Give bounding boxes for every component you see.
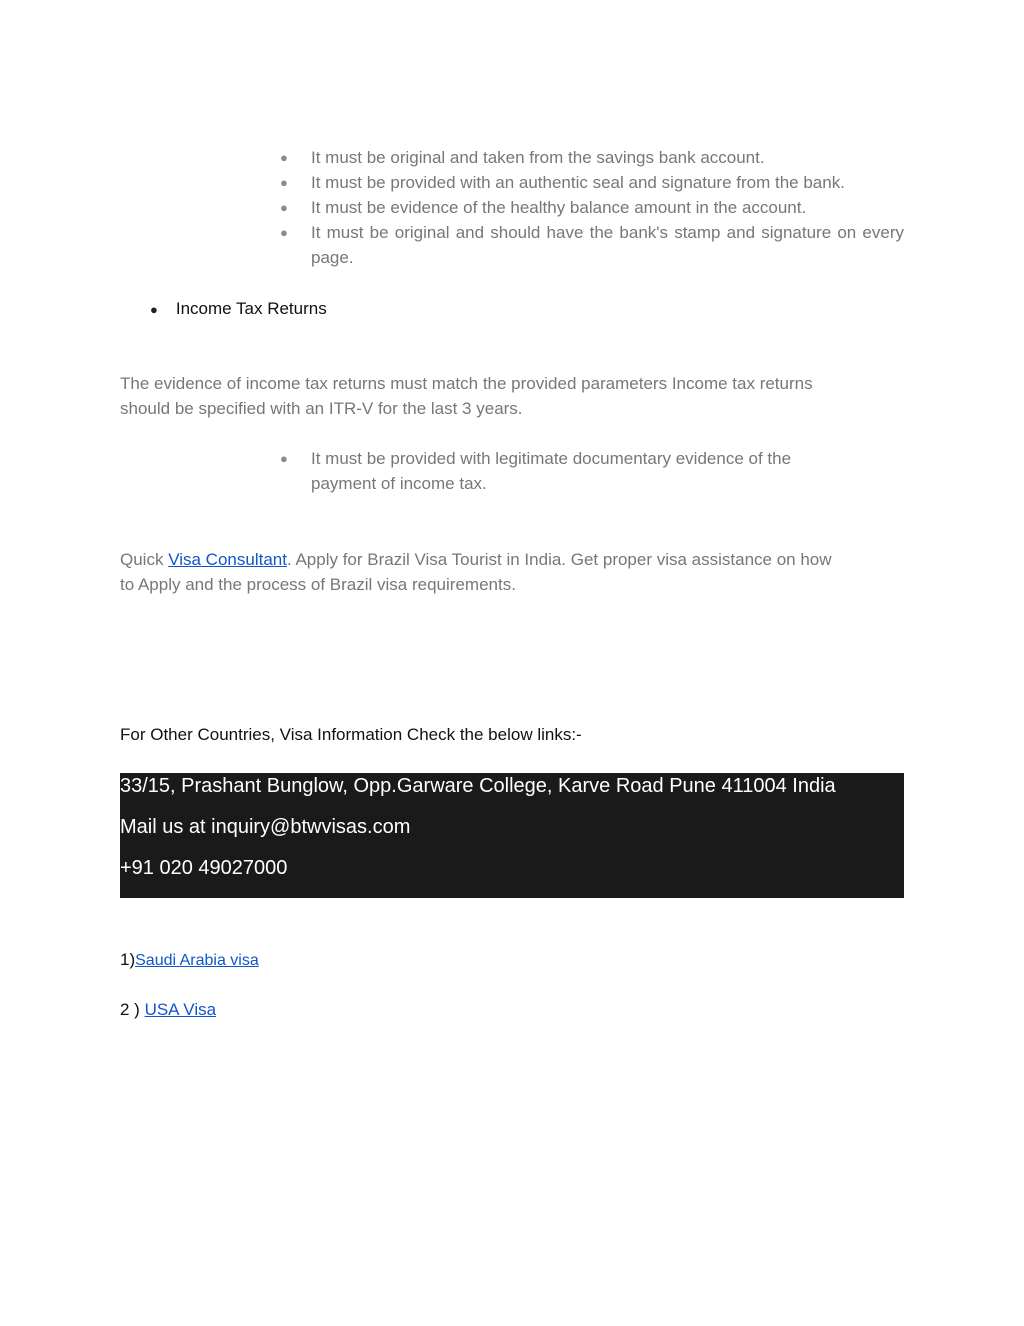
contact-info-box [120,773,904,898]
country-link-item [120,997,216,1022]
country-link-item [120,947,259,973]
paragraph-line: The evidence of income tax returns must match the provided parameters Income tax returns [120,374,813,393]
bullet-icon: ● [280,200,288,215]
bullet-icon: ● [280,150,288,165]
country-link-number: 2 ) [120,1000,145,1019]
visa-consultant-link[interactable]: Visa Consultant [168,550,287,569]
consultant-paragraph [120,547,910,597]
list-item [280,220,904,270]
contact-email: Mail us at inquiry@btwvisas.com [120,816,411,838]
list-item [280,170,904,195]
list-item-text: payment of income tax. [311,474,487,493]
bullet-icon: ● [150,302,158,317]
usa-visa-link[interactable]: USA Visa [144,1000,217,1019]
bullet-icon: ● [280,175,288,190]
country-link-number: 1) [120,950,136,969]
list-item-text: It must be provided with legitimate documentary evidence of the [311,449,792,468]
saudi-arabia-visa-link[interactable]: Saudi Arabia visa [135,952,259,969]
paragraph-suffix: . Apply for Brazil Visa Tourist in India. Get proper visa assistance on how [286,550,832,569]
bullet-icon: ● [280,225,288,240]
income-tax-returns-bullet [150,296,327,322]
paragraph-line: to Apply and the process of Brazil visa requirements. [120,575,516,594]
income-tax-requirements-list [280,446,904,496]
list-item [280,145,904,170]
paragraph-prefix: Quick [120,550,169,569]
list-item [280,195,904,220]
income-tax-paragraph [120,371,910,421]
list-item [280,446,904,496]
bullet-icon: ● [280,451,288,466]
bank-statement-requirements-list [280,145,904,270]
contact-address: 33/15, Prashant Bunglow, Opp.Garware College, Karve Road Pune 411004 India [120,775,836,797]
income-tax-returns-heading: Income Tax Returns [175,299,327,318]
paragraph-line: should be specified with an ITR-V for the last 3 years. [120,399,523,418]
contact-phone: +91 020 49027000 [120,857,288,879]
list-item-text: It must be original and taken from the savings bank account. [311,148,765,167]
list-item-text: It must be evidence of the healthy balance amount in the account. [311,198,807,217]
list-item-text: It must be original and should have the bank's stamp and signature on every page. [311,223,904,267]
paragraph-line [120,547,910,572]
other-countries-heading: For Other Countries, Visa Information Check the below links:- [120,725,582,744]
list-item-text: It must be provided with an authentic seal and signature from the bank. [311,173,845,192]
